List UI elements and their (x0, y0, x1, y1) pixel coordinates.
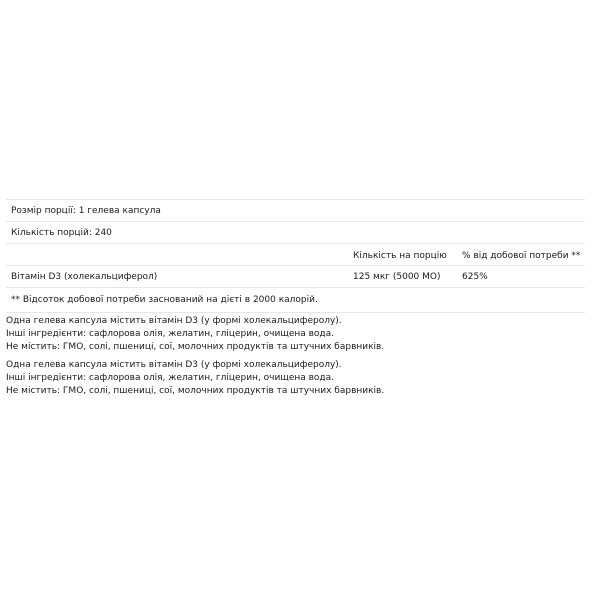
other-ingredients-text: Інші інгредієнти: сафлорова олія, желатин, гліцерин, очищена вода. (6, 373, 335, 383)
free-from-text: Не містить: ГМО, солі, пшениці, сої, молочних продуктів та штучних барвників. (6, 342, 385, 352)
ingredients-paragraph (6, 315, 591, 354)
serving-size-text: Розмір порції: 1 гелева капсула (11, 206, 161, 216)
serving-size-row (6, 199, 585, 221)
footnote-text: ** Відсоток добової потреби заснований на дієті в 2000 калорій. (11, 295, 318, 305)
ingredients-paragraph-repeat (6, 359, 591, 398)
supplement-facts-table (6, 199, 585, 313)
other-ingredients-text: Інші інгредієнти: сафлорова олія, желатин, гліцерин, очищена вода. (6, 329, 335, 339)
free-from-text: Не містить: ГМО, солі, пшениці, сої, молочних продуктів та штучних барвників. (6, 386, 385, 396)
daily-value-header: % від добової потреби ** (462, 251, 581, 261)
table-header-row (6, 243, 585, 265)
nutrient-percent: 625% (462, 272, 488, 282)
nutrient-name: Вітамін D3 (холекальциферол) (11, 272, 158, 282)
servings-count-text: Кількість порцій: 240 (11, 228, 112, 238)
table-row (6, 265, 585, 287)
amount-per-serving-header: Кількість на порцію (353, 251, 447, 261)
capsule-content-text: Одна гелева капсула містить вітамін D3 (у формі холекальциферолу). (6, 360, 342, 370)
servings-count-row (6, 221, 585, 243)
nutrient-amount: 125 мкг (5000 МО) (353, 272, 441, 282)
capsule-content-text: Одна гелева капсула містить вітамін D3 (у формі холекальциферолу). (6, 316, 342, 326)
footnote-row (6, 287, 585, 313)
